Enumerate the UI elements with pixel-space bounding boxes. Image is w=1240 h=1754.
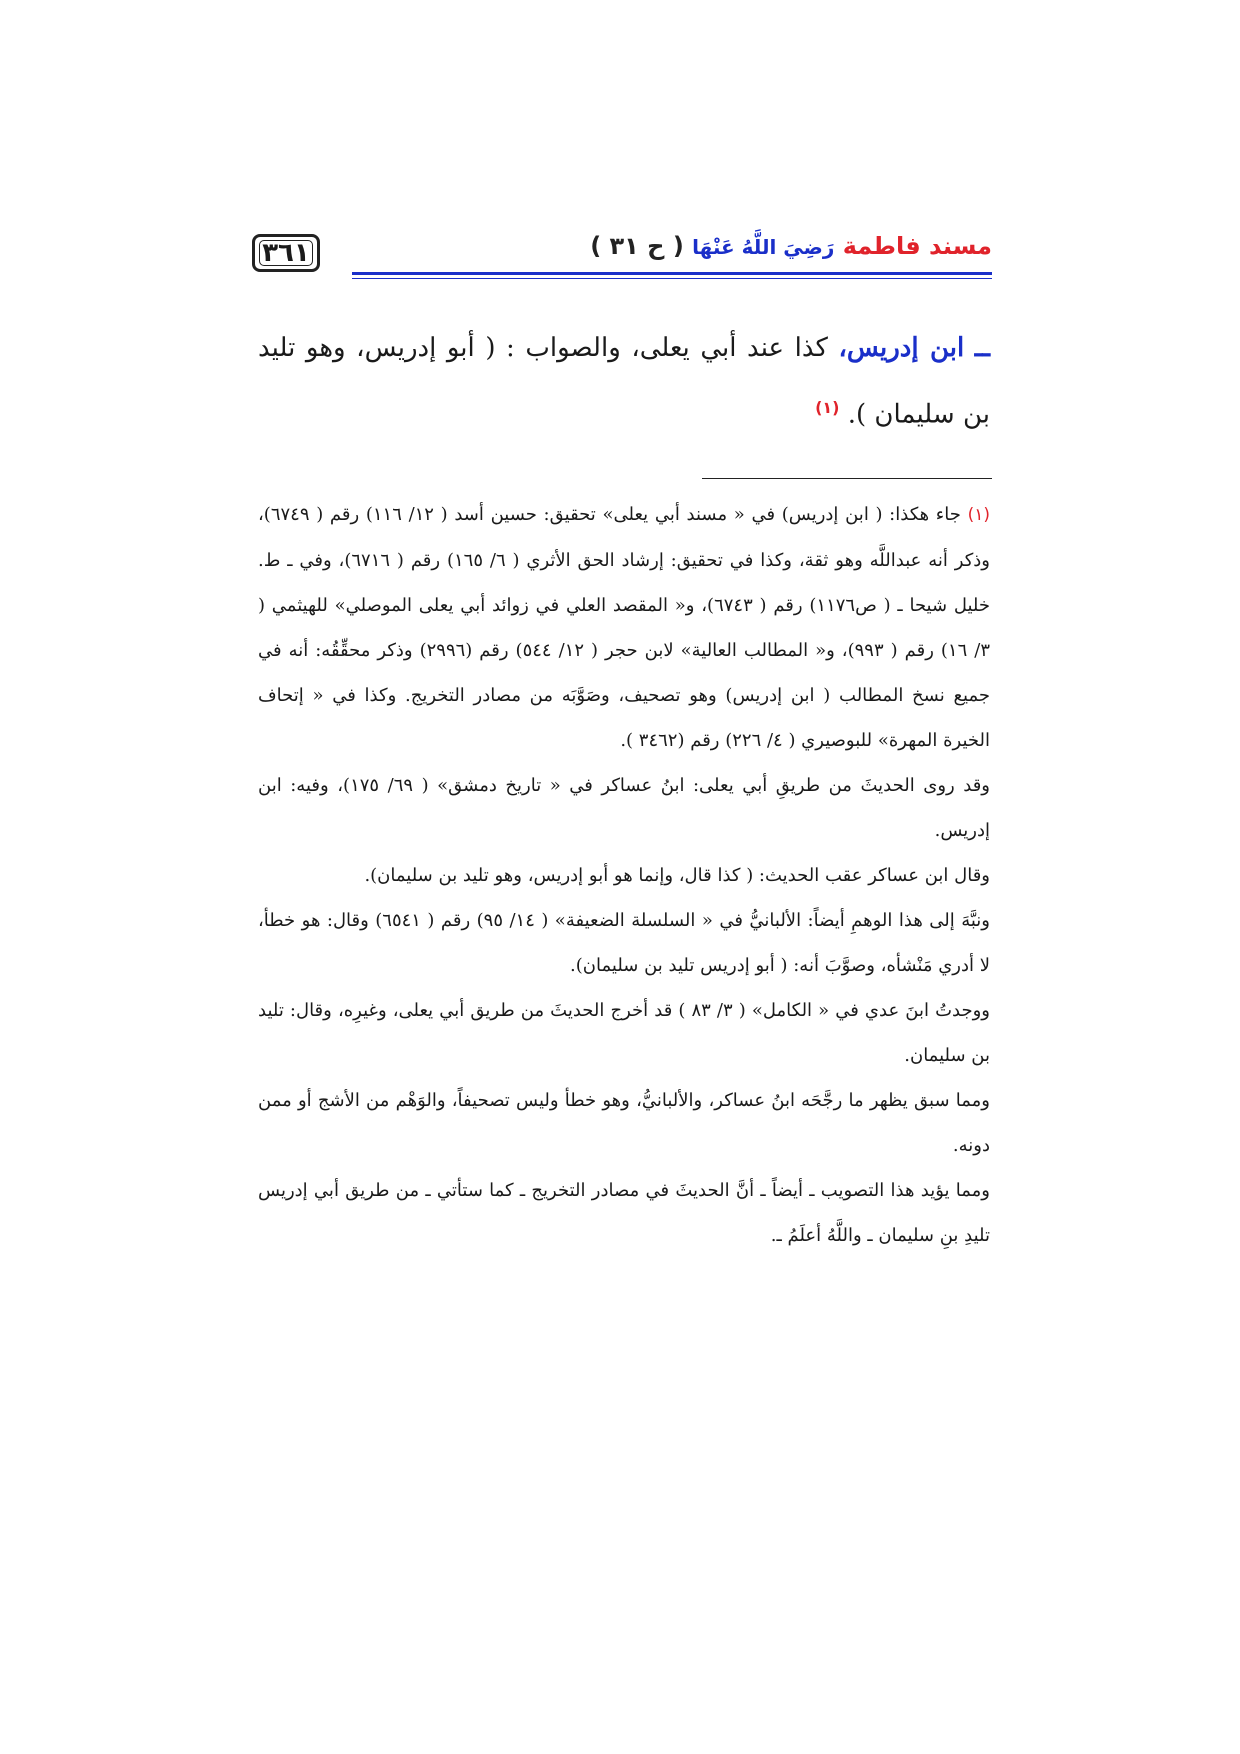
page-header [252, 228, 992, 284]
footnote-paragraph: وقد روى الحديثَ من طريقِ أبي يعلى: ابنُ عساكر في « تاريخ دمشق» ( ٦٩/ ١٧٥)، وفيه: ابن إدريس. [258, 775, 991, 841]
title-hadith-number: ( ح ٣١ ) [590, 232, 684, 260]
title-book: مسند فاطمة [842, 232, 992, 260]
running-title [590, 232, 992, 260]
footnote-marker: (١) [967, 505, 990, 525]
header-rule-thin [352, 278, 992, 279]
footnote-reference: (١) [815, 398, 840, 417]
main-body: كذا عند أبي يعلى، والصواب : ( أبو إدريس، وهو تليد بن سليمان ). [258, 333, 990, 430]
footnote-paragraph: ونبَّهَ إلى هذا الوهمِ أيضاً: الألبانيُّ في « السلسلة الضعيفة» ( ١٤/ ٩٥) رقم ( ٦٥٤١) وقال: هو خطأ، لا أدري مَنْشأه، وصوَّبَ أنه: ( أبو إدريس تليد بن سليمان). [258, 910, 990, 976]
title-honorific: رَضِيَ اللَّهُ عَنْهَا [692, 235, 835, 259]
page-number: ٣٦١ [262, 238, 310, 268]
main-dash: ــ [974, 333, 991, 363]
footnotes [258, 492, 990, 1258]
page-number-box [252, 234, 320, 272]
footnote-paragraph: ومما سبق يظهر ما رجَّحَه ابنُ عساكر، والألبانيُّ، وهو خطأ وليس تصحيفاً، والوَهْم من الأشج أو ممن دونه. [258, 1090, 990, 1156]
footnote-paragraph: ومما يؤيد هذا التصويب ـ أيضاً ـ أنَّ الحديثَ في مصادر التخريج ـ كما ستأتي ـ من طريق أبي إدريس تليدِ بنِ سليمان ـ واللَّهُ أعلَمُ ـ. [258, 1180, 990, 1246]
footnote-paragraph: وقال ابن عساكر عقب الحديث: ( كذا قال، وإنما هو أبو إدريس، وهو تليد بن سليمان). [364, 865, 990, 886]
footnote-text: جاء هكذا: ( ابن إدريس) في « مسند أبي يعلى» تحقيق: حسين أسد ( ١٢/ ١١٦) رقم ( ٦٧٤٩)، وذكر أنه عبداللَّه وهو ثقة، وكذا في تحقيق: إرشاد الحق الأثري ( ٦/ ١٦٥) رقم ( ٦٧١٦)، وفي ـ ط. خليل شيحا ـ ( ص١١٧٦) رقم ( ٦٧٤٣)، و« المقصد العلي في زوائد أبي يعلى الموصلي» للهيثمي ( ٣/ ١٦) رقم ( ٩٩٣)، و« المطالب العالية» لابن حجر ( ١٢/ ٥٤٤) رقم (٢٩٩٦) وذكر محقِّقُه: أنه في جميع نسخ المطالب ( ابن إدريس) وهو تصحيف، وصَوَّبَه من مصادر التخريج. وكذا في « إتحاف الخيرة المهرة» للبوصيري ( ٤/ ٢٢٦) رقم (٣٤٦٢ ). [258, 504, 990, 751]
main-highlight: ابن إدريس، [838, 333, 965, 363]
footnote-divider [702, 478, 992, 479]
header-rule-thick [352, 272, 992, 275]
main-text [258, 318, 990, 445]
footnote-paragraph [258, 492, 990, 763]
footnote-paragraph: ووجدتُ ابنَ عدي في « الكامل» ( ٣/ ٨٣ ) قد أخرج الحديثَ من طريق أبي يعلى، وغيرِه، وقال: تليد بن سليمان. [258, 1000, 990, 1066]
